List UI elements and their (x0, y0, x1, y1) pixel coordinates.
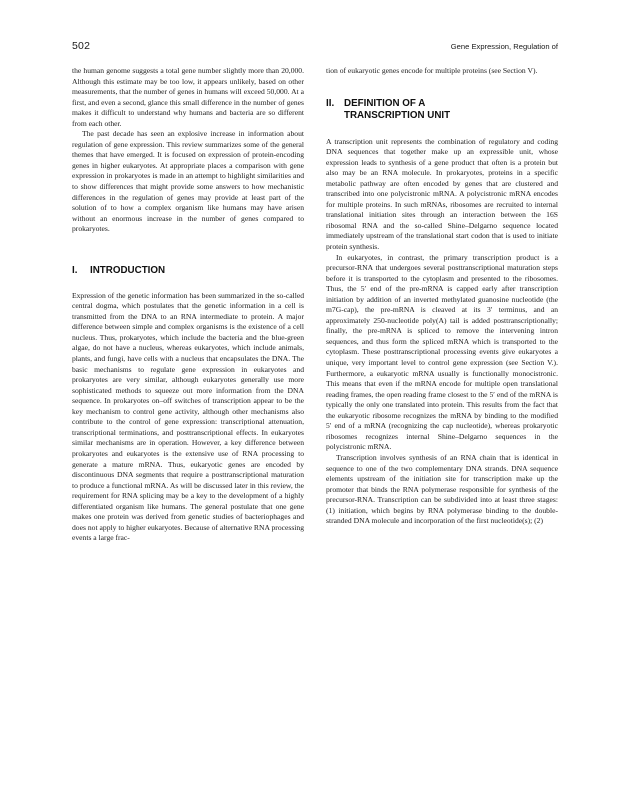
right-column (326, 66, 558, 527)
running-head: Gene Expression, Regulation of (450, 42, 558, 51)
left-paragraph-3: Expression of the genetic information has been summarized in the so-called central dogma, which postulates that the genetic information in a cell is transmitted from the DNA to an RNA intermediate to protein. A major difference between simple and complex organisms is the existence of a cell nucleus. Thus, prokaryotes, which include the bacteria and the blue-green algae, do not have a nucleus, whereas eukaryotes, which include animals, plants, and fungi, have cells with a nucleus that encapsulates the DNA. The basic mechanisms to regulate gene expression in eukaryotes and prokaryotes are very similar, although eukaryotes generally use more sophisticated methods to squeeze out more information from the DNA sequence. In prokaryotes on–off switches of transcription appear to be the key mechanism to control gene activity, although other mechanisms also contribute to the control of gene expression: transcriptional attenuation, transcriptional terminations, and posttranscriptional effects. In eukaryotes similar mechanisms are in operation. However, a key difference between prokaryotes and eukaryotes is the extensive use of RNA processing to generate a mature mRNA. Thus, eukaryotic genes are encoded by discontinuous DNA segments that require a posttranscriptional maturation to produce a functional mRNA. As will be discussed later in this review, the requirement for RNA splicing may be a key to the development of a highly differentiated organism like humans. The general postulate that one gene makes one protein was derived from genetic studies of bacteriophages and does not apply to higher eukaryotes. Because of alternative RNA processing events a large frac- (72, 290, 304, 543)
right-paragraph-4: Transcription involves synthesis of an RNA chain that is identical in sequence to one of the two complementary DNA strands. DNA sequence elements upstream of the initiation site for transcription make up the promoter that binds the RNA polymerase responsible for synthesis of the precursor-RNA. Transcription can be subdivided into at least three stages: (1) initiation, which begins by RNA polymerase binding to the double-stranded DNA molecule and incorporation of the first nucleotide(s); (2) (326, 452, 558, 526)
left-column (72, 66, 304, 544)
page-header (72, 40, 558, 54)
right-paragraph-1: tion of eukaryotic genes encode for multiple proteins (see Section V). (326, 66, 538, 75)
section-number: I. (72, 264, 78, 276)
section-heading-transcription-unit (326, 98, 558, 122)
section-title: INTRODUCTION (90, 264, 166, 276)
page-number: 502 (72, 40, 91, 52)
right-paragraph-2: A transcription unit represents the combination of regulatory and coding DNA sequences that together make up an expressible unit, whose expression leads to synthesis of a gene product that often is a protein but also may be an RNA molecule. In prokaryotes, proteins in a specific metabolic pathway are often encoded by genes that are clustered and transcribed into one polycistronic mRNA. A polycistronic mRNA encodes for multiple proteins. In such mRNAs, ribosomes are recruited to internal translational initiation sites through an interaction between the 16S ribosomal RNA and the so-called Shine–Delgarno sequence located immediately upstream of the translational start codon that is used to initiate protein synthesis. (326, 136, 558, 252)
left-paragraph-1: the human genome suggests a total gene number slightly more than 20,000. Although this estimate may be too low, it appears unlikely, based on other measurements, that the number of genes in humans will exceed 50,000. At a first, and even a second, glance this small difference in the number of genes makes it difficult to understand why humans and bacteria are so different from each other. (72, 66, 304, 128)
left-paragraph-2: The past decade has seen an explosive increase in information about regulation of gene expression. This review summarizes some of the general themes that have emerged. It is focused on expression of protein-encoding genes in higher eukaryotes. At appropriate places a comparison with gene expression in prokaryotes is made in an attempt to highlight similarities and to show differences that might provide some answers to how mechanistic differences in the regulation of genes may provide at least part of the solution of to how a complex organism like humans may have arisen without an enormous increase in the number of genes compared to prokaryotes. (72, 129, 304, 234)
section-title-line-2: TRANSCRIPTION UNIT (344, 109, 451, 121)
section-heading-introduction (72, 265, 304, 277)
right-paragraph-3: In eukaryotes, in contrast, the primary transcription product is a precursor-RNA that undergoes several posttranscriptional maturation steps before it is transported to the cytoplasm and presented to the ribosomes. Thus, the 5′ end of the pre-mRNA is capped early after transcription initiation by addition of an inverted methylated guanosine nucleotide (the m7G-cap), the pre-mRNA is cleaved at its 3′ terminus, and an approximately 250-nucleotide poly(A) tail is added posttranscriptionally; finally, the pre-mRNA is spliced to remove the intervening intron sequences, and thus form the spliced mRNA which is transported to the cytoplasm. These posttranscriptional processing events give eukaryotes a unique, very important level to control gene expression (see Section V.). Furthermore, a eukaryotic mRNA usually is functionally monocistronic. This means that even if the mRNA encode for multiple open translational reading frames, the open reading frame closest to the 5′ end of the mRNA is typically the only one translated into protein. This results from the fact that the eukaryotic ribosome recognizes the mRNA by binding to the modified 5′ end of a mRNA (recognizing the cap nucleotide), whereas prokaryotic ribosomes recognizes internal Shine–Delgarno sequences in the polycistronic mRNA. (326, 252, 558, 452)
section-title-line-1: DEFINITION OF A (344, 97, 426, 109)
section-number: II. (326, 97, 335, 109)
